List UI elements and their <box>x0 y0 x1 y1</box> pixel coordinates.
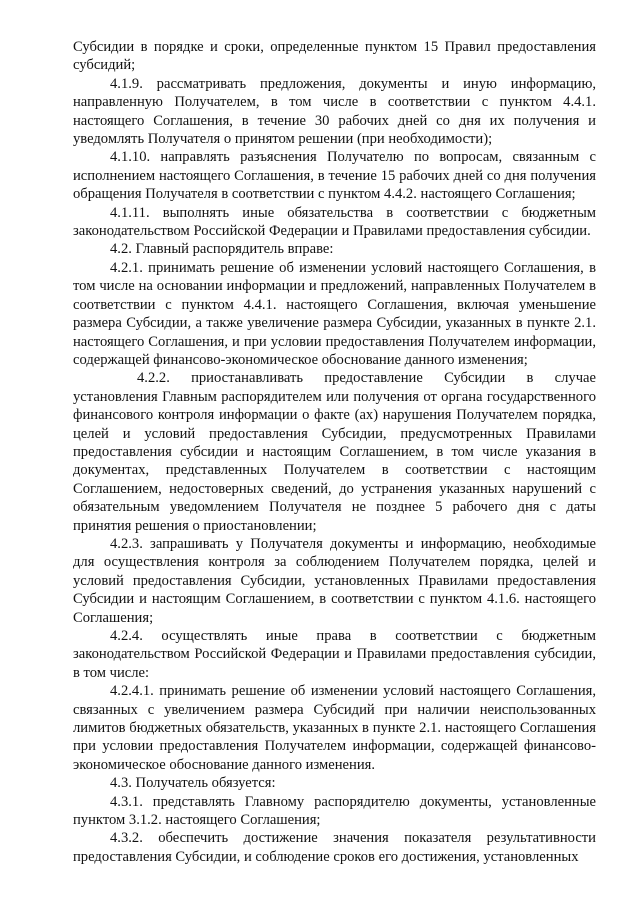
paragraph-subsidy-terms: Субсидии в порядке и сроки, определенные пунктом 15 Правил предоставления субсидий; <box>73 39 596 74</box>
paragraph-4-2-1: 4.2.1. принимать решение об изменении условий настоящего Соглашения, в том числе на основании информации и предложений, направленных Получателем в соответствии с пунктом 4.4.1. настоящего Соглашения, включая уменьшение размера Субсидии, а также увеличение размера Субсидии, указанных в пункте 2.1. настоящего Соглашения, и при условии предоставления Получателем информации, содержащей финансово-экономическое обоснование данного изменения; <box>73 259 596 368</box>
paragraph-4-2-4: 4.2.4. осуществлять иные права в соответствии с бюджетным законодательством Российской Федерации и Правилами предоставления субсидии, в том числе: <box>73 628 596 681</box>
paragraph-4-1-10: 4.1.10. направлять разъяснения Получателю по вопросам, связанным с исполнением настоящего Соглашения, в течение 15 рабочих дней со дня получения обращения Получателя в соответствии с пунктом 4.4.2. настоящего Соглашения; <box>73 149 596 203</box>
paragraph-4-2-4-1: 4.2.4.1. принимать решение об изменении условий настоящего Соглашения, связанных с увеличением размера Субсидий при наличии неиспользованных лимитов бюджетных обязательств, указанных в пункте 2.1. настоящего Соглашения при условии предоставления Получателем информации, содержащей финансово-экономическое обоснование данного изменения. <box>73 683 596 773</box>
paragraph-4-3-2: 4.3.2. обеспечить достижение значения показателя результативности предоставления Субсидии, и соблюдение сроков его достижения, установленных <box>73 830 596 865</box>
paragraph-4-3-1: 4.3.1. представлять Главному распорядителю документы, установленные пунктом 3.1.2. настоящего Соглашения; <box>73 793 596 829</box>
paragraph-4-2-heading: 4.2. Главный распорядитель вправе: <box>110 241 334 258</box>
paragraph-4-1-9: 4.1.9. рассматривать предложения, документы и иную информацию, направленную Получателем, в том числе в соответствии с пунктом 4.4.1. настоящего Соглашения, в течение 30 рабочих дней со дня их получения и уведомлять Получателя о принятом решении (при необходимости); <box>73 75 596 148</box>
paragraph-4-1-11: 4.1.11. выполнять иные обязательства в соответствии с бюджетным законодательством Российской Федерации и Правилами предоставления субсидии. <box>73 204 596 240</box>
paragraph-4-2-2: 4.2.2. приостанавливать предоставление Субсидии в случае установления Главным распорядителем или получения от органа государственного финансового контроля информации о факте (ах) нарушения Получателем порядка, целей и условий предоставления Субсидии, предусмотренных Правилами предоставления субсидии и настоящим Соглашением, в том числе указания в документах, представленных Получателем в соответствии с настоящим Соглашением, недостоверных сведений, до устранения указанных нарушений с обязательным уведомлением Получателя не позднее 5 рабочего дня с даты принятия решения о приостановлении; <box>73 370 596 534</box>
paragraph-4-2-3: 4.2.3. запрашивать у Получателя документы и информацию, необходимые для осуществления контроля за соблюдением Получателем порядка, целей и условий предоставления Субсидии, установленных Правилами предоставления Субсидии и настоящим Соглашением, в соответствии с пунктом 4.1.6. настоящего Соглашения; <box>73 535 596 626</box>
paragraph-4-3-heading: 4.3. Получатель обязуется: <box>110 775 276 792</box>
